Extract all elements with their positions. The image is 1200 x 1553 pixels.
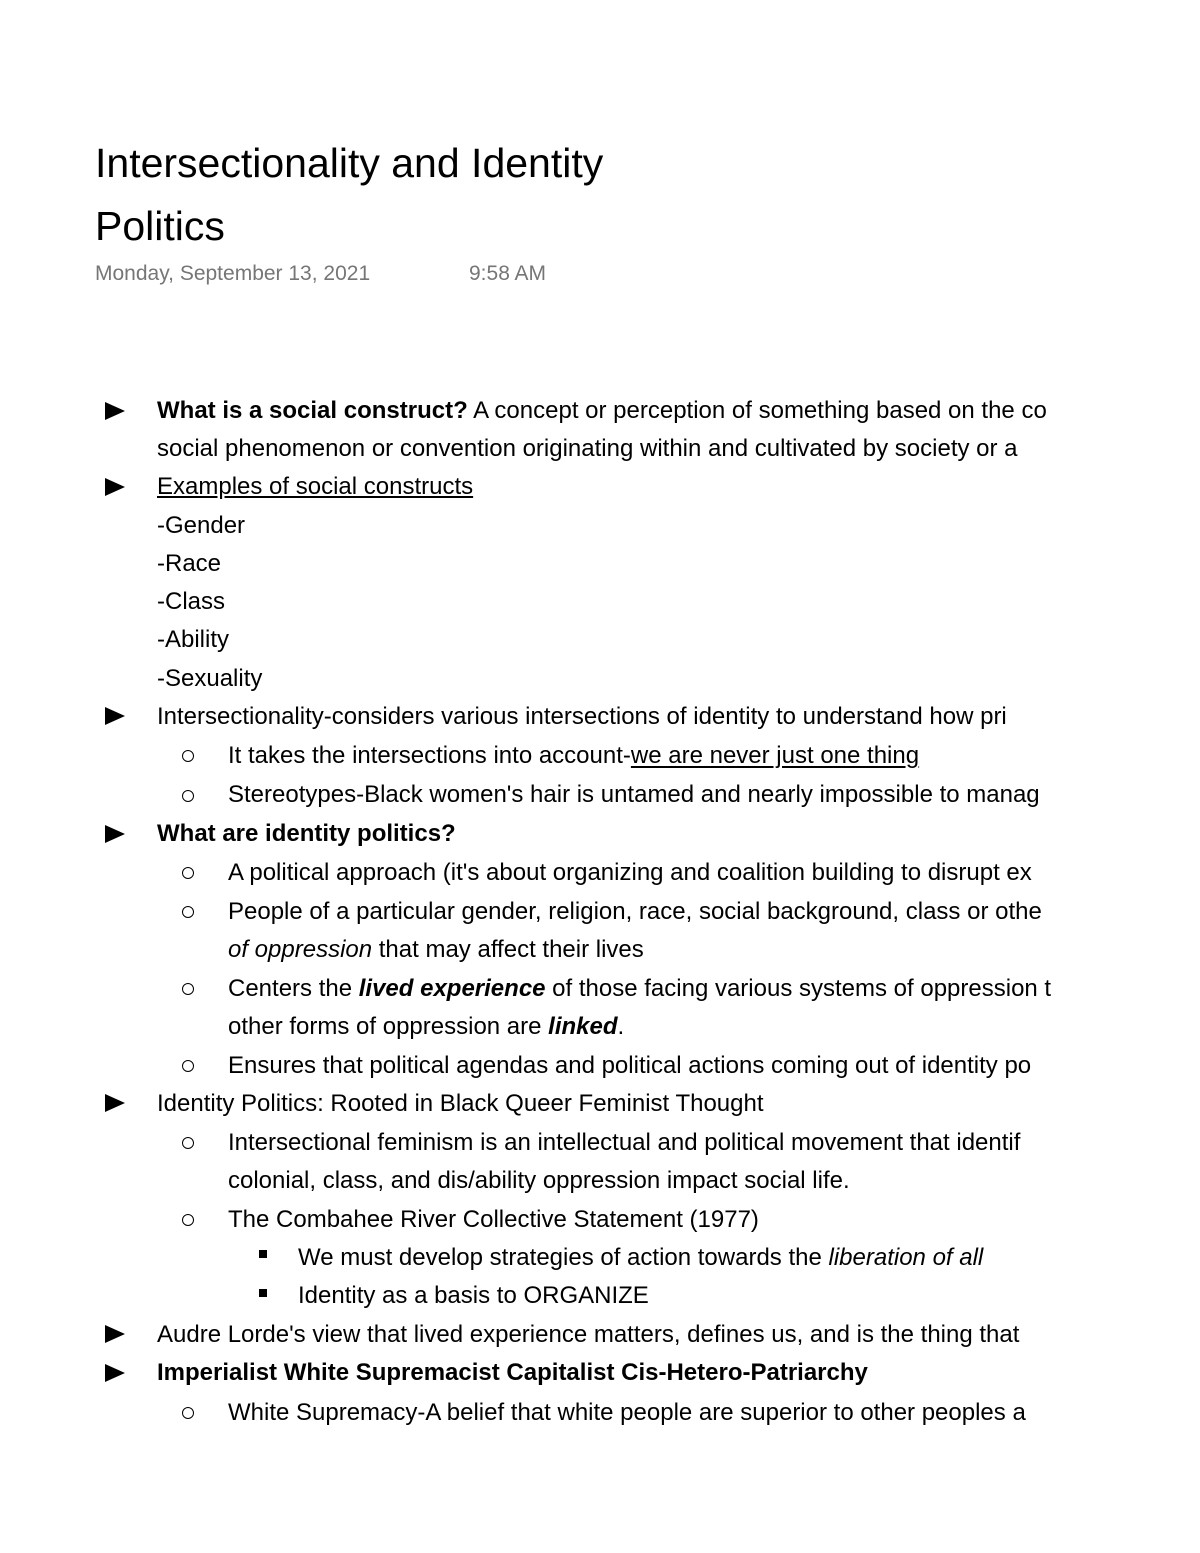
note-line-intersectionality: Intersectionality-considers various intersections of identity to understand how pri [157, 703, 1007, 730]
note-subline-stereotypes: Stereotypes-Black women's hair is untamed and nearly impossible to manag [228, 781, 1040, 808]
note-subline-intersectional-feminism-cont: colonial, class, and dis/ability oppression impact social life. [228, 1167, 850, 1194]
bullet-triangle-icon [105, 478, 125, 496]
note-subline-linked: other forms of oppression are linked. [228, 1013, 625, 1040]
note-line-social-construct: What is a social construct? A concept or perception of something based on the co [157, 397, 1047, 424]
note-subline-agendas: Ensures that political agendas and political actions coming out of identity po [228, 1052, 1032, 1079]
example-item: -Ability [157, 626, 230, 653]
bullet-square-icon [259, 1250, 267, 1258]
bullet-circle-icon [182, 790, 194, 802]
question-identity-politics: What are identity politics? [157, 820, 456, 847]
note-subline-white-supremacy: White Supremacy-A belief that white people are superior to other peoples a [228, 1399, 1026, 1426]
note-line-social-construct-cont: social phenomenon or convention originating within and cultivated by society or a [157, 435, 1018, 462]
bullet-circle-icon [182, 1060, 194, 1072]
bullet-circle-icon [182, 867, 194, 879]
page-title [95, 132, 603, 258]
bullet-triangle-icon [105, 1364, 125, 1382]
note-subline-people: People of a particular gender, religion, race, social background, class or othe [228, 898, 1042, 925]
bullet-circle-icon [182, 1407, 194, 1419]
page-title-line2: Politics [95, 203, 225, 249]
bullet-circle-icon [182, 750, 194, 762]
note-line-rooted: Identity Politics: Rooted in Black Queer Feminist Thought [157, 1090, 764, 1117]
examples-heading: Examples of social constructs [157, 473, 474, 500]
note-subsubline-organize: Identity as a basis to ORGANIZE [298, 1282, 649, 1309]
note-subline-intersections: It takes the intersections into account-we are never just one thing [228, 742, 920, 769]
example-item: -Sexuality [157, 665, 263, 692]
example-item: -Class [157, 588, 226, 615]
bullet-triangle-icon [105, 707, 125, 725]
page-title-line1: Intersectionality and Identity [95, 140, 604, 186]
bullet-circle-icon [182, 1214, 194, 1226]
note-subline-people-cont: of oppression that may affect their lives [228, 936, 644, 963]
note-subsubline-liberation: We must develop strategies of action towards the liberation of all [298, 1244, 984, 1271]
example-item: -Race [157, 550, 222, 577]
bullet-circle-icon [182, 983, 194, 995]
note-subline-political-approach: A political approach (it's about organizing and coalition building to disrupt ex [228, 859, 1032, 886]
bullet-circle-icon [182, 906, 194, 918]
note-subline-lived-experience: Centers the lived experience of those facing various systems of oppression t [228, 975, 1052, 1002]
note-line-audre-lorde: Audre Lorde's view that lived experience matters, defines us, and is the thing that [157, 1321, 1020, 1348]
bullet-square-icon [259, 1289, 267, 1297]
bullet-triangle-icon [105, 825, 125, 843]
bullet-circle-icon [182, 1137, 194, 1149]
question-social-construct: What is a social construct? [157, 397, 468, 424]
note-line-imperialist: Imperialist White Supremacist Capitalist Cis-Hetero-Patriarchy [157, 1359, 868, 1386]
note-time: 9:58 AM [469, 262, 547, 285]
note-subline-combahee: The Combahee River Collective Statement (1977) [228, 1206, 759, 1233]
note-subline-intersectional-feminism: Intersectional feminism is an intellectual and political movement that identif [228, 1129, 1021, 1156]
note-date: Monday, September 13, 2021 [95, 262, 371, 285]
example-item: -Gender [157, 512, 246, 539]
bullet-triangle-icon [105, 1325, 125, 1343]
note-metadata [95, 262, 547, 286]
bullet-triangle-icon [105, 1094, 125, 1112]
bullet-triangle-icon [105, 402, 125, 420]
